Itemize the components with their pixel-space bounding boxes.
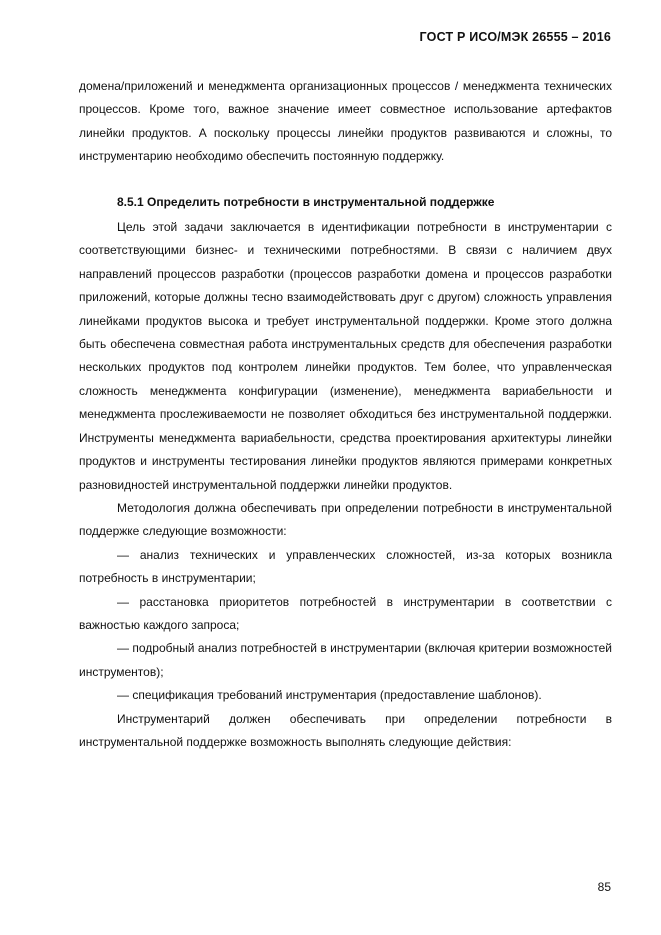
list-item: — спецификация требований инструментария (предоставление шаблонов). <box>117 688 542 703</box>
paragraph-continuation: домена/приложений и менеджмента организационных процессов / менеджмента технических процессов. Кроме того, важное значение имеет совместное использование артефактов линейки продуктов. А поскольку процессы линейки продуктов развиваются и сложны, то инструментарию необходимо обеспечить постоянную поддержку. <box>79 79 612 164</box>
spacer <box>79 169 612 191</box>
list-item: — анализ технических и управленческих сложностей, из-за которых возникла потребность в инструментарии; <box>79 547 612 586</box>
paragraph-tooling: Инструментарий должен обеспечивать при определении потребности в инструментальной поддержке возможность выполнять следующие действия: <box>79 711 612 749</box>
section-heading: 8.5.1 Определить потребности в инструментальной поддержке <box>117 194 495 209</box>
document-header: ГОСТ Р ИСО/МЭК 26555 – 2016 <box>419 30 611 44</box>
page-body <box>79 75 612 754</box>
paragraph-methodology: Методология должна обеспечивать при определении потребности в инструментальной поддержке следующие возможности: <box>79 500 612 539</box>
page-number: 85 <box>597 880 611 894</box>
list-item: — расстановка приоритетов потребностей в инструментарии в соответствии с важностью каждого запроса; <box>79 594 612 632</box>
paragraph-goal: Цель этой задачи заключается в идентификации потребности в инструментарии с соответствующими бизнес- и техническими потребностями. В связи с наличием двух направлений процессов разработки (процессов разработки домена и процессов разработки приложений, которые должны тесно взаимодействовать друг с другом) сложность управления линейками продуктов высока и требует инструментальной поддержки. Кроме этого должна быть обеспечена совместная работа инструментальных средств для обеспечения разработки нескольких продуктов под контролем линейки продуктов. Тем более, что управленческая сложность менеджмента конфигурации (изменение), менеджмента вариабельности и менеджмента прослеживаемости не позволяет обходиться без инструментальной поддержки. Инструменты менеджмента вариабельности, средства проектирования архитектуры линейки продуктов и инструменты тестирования линейки продуктов являются примерами конкретных разновидностей инструментальной поддержки линейки продуктов. <box>79 220 612 492</box>
list-item: — подробный анализ потребностей в инструментарии (включая критерии возможностей инструментов); <box>79 641 612 679</box>
